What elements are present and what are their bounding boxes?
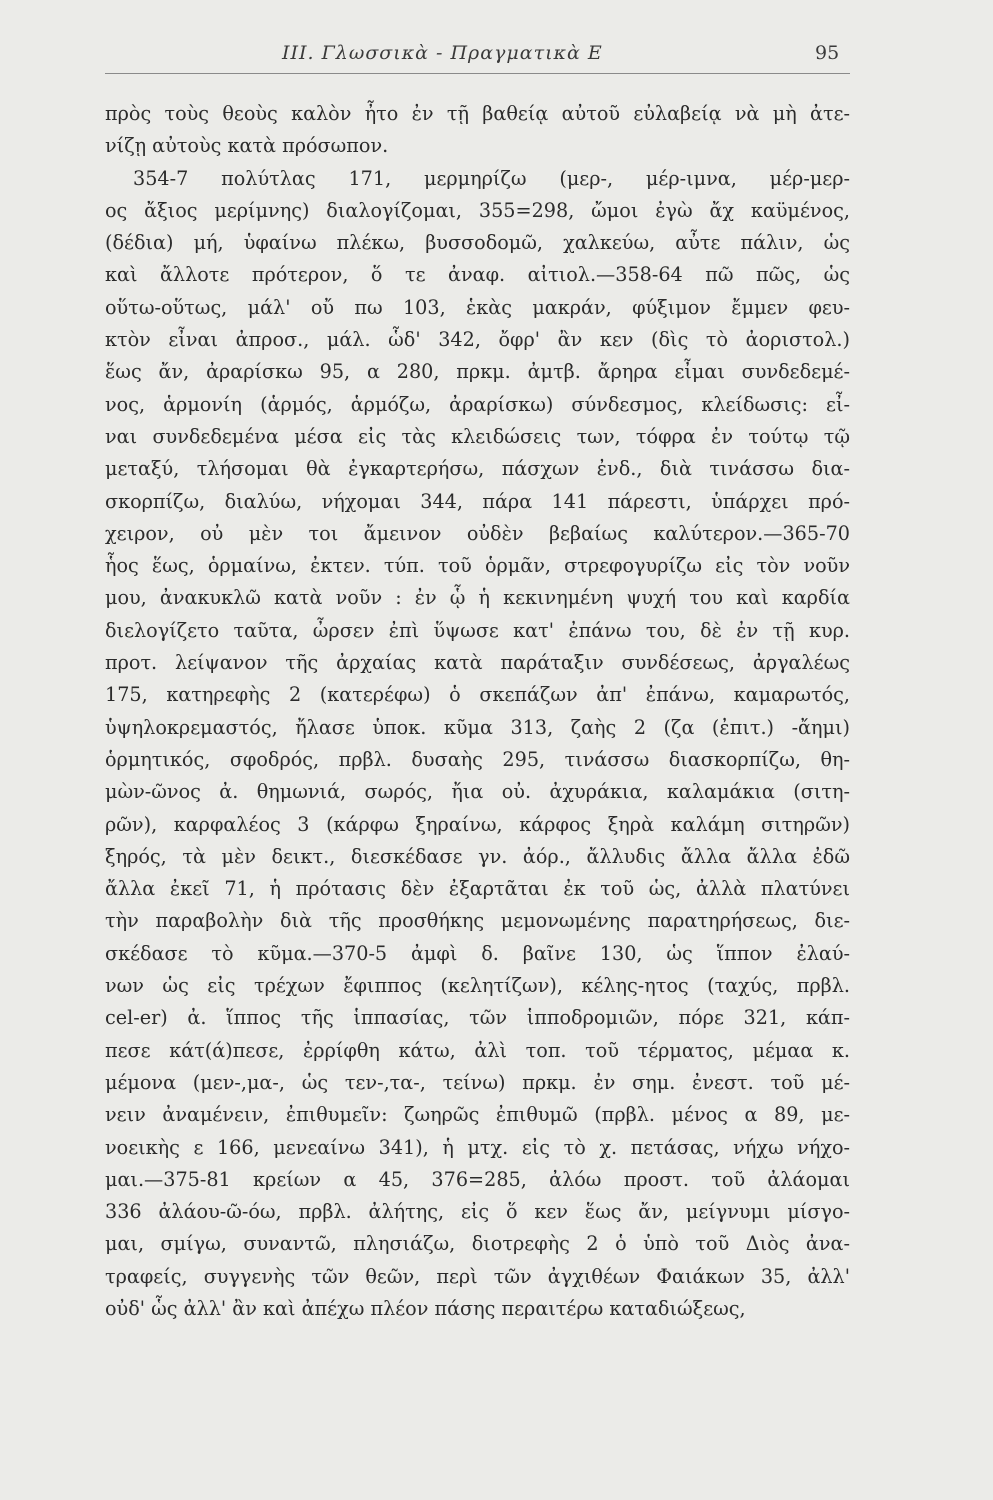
text-line: νειν ἀναμένειν, ἐπιθυμεῖν: ζωηρῶς ἐπιθυμῶ (πρβλ. μένος α 89, με- [105, 1103, 850, 1127]
header-rule [105, 73, 850, 74]
text-line: τραφείς, συγγενὴς τῶν θεῶν, περὶ τῶν ἀγχιθέων Φαιάκων 35, ἀλλ' [105, 1264, 850, 1288]
text-line: 175, κατηρεφὴς 2 (κατερέφω) ὁ σκεπάζων ἀπ' ἐπάνω, καμαρωτός, [105, 683, 850, 707]
text-line: καὶ ἄλλοτε πρότερον, ὅ τε ἀναφ. αἰτιολ.—358-64 πῶ πῶς, ὡς [105, 263, 850, 287]
text-line: οὕτω-οὕτως, μάλ' οὔ πω 103, ἑκὰς μακράν, φύξιμον ἔμμεν φευ- [105, 295, 850, 319]
text-line: πεσε κάτ(ά)πεσε, ἐρρίφθη κάτω, ἀλὶ τοπ. τοῦ τέρματος, μέμαα κ. [105, 1038, 850, 1062]
text-line: μαι, σμίγω, συναντῶ, πλησιάζω, διοτρεφὴς 2 ὁ ὑπὸ τοῦ Διὸς ἀνα- [105, 1232, 850, 1256]
text-line: διελογίζετο ταῦτα, ὦρσεν ἐπὶ ὕψωσε κατ' ἐπάνω του, δὲ ἐν τῇ κυρ. [105, 618, 850, 642]
text-line: κτὸν εἶναι ἀπροσ., μάλ. ὧδ' 342, ὄφρ' ἂν κεν (δὶς τὸ ἀοριστολ.) [105, 328, 850, 352]
text-line: μαι.—375-81 κρείων α 45, 376=285, ἀλόω προστ. τοῦ ἀλάομαι [105, 1167, 850, 1191]
running-head: III. Γλωσσικὰ - Πραγματικὰ Ε [282, 42, 603, 64]
text-line: προτ. λείψανον τῆς ἀρχαίας κατὰ παράταξιν συνδέσεως, ἀργαλέως [105, 651, 850, 675]
text-line: χειρον, οὐ μὲν τοι ἄμεινον οὐδὲν βεβαίως καλύτερον.—365-70 [105, 521, 850, 545]
text-line: ἧος ἕως, ὁρμαίνω, ἐκτεν. τύπ. τοῦ ὁρμᾶν, στρεφογυρίζω εἰς τὸν νοῦν [105, 554, 850, 578]
text-line: ὑψηλοκρεμαστός, ἤλασε ὑποκ. κῦμα 313, ζαὴς 2 (ζα (ἐπιτ.) -ἄημι) [105, 715, 850, 739]
text-line: 354-7 πολύτλας 171, μερμηρίζω (μερ-, μέρ-ιμνα, μέρ-μερ- [133, 166, 850, 190]
text-line: πρὸς τοὺς θεοὺς καλὸν ἦτο ἐν τῇ βαθείᾳ αὐτοῦ εὐλαβείᾳ νὰ μὴ ἀτε- [105, 102, 850, 125]
text-line: ἕως ἄν, ἀραρίσκω 95, α 280, πρκμ. ἀμτβ. ἄρηρα εἶμαι συνδεδεμέ- [105, 360, 850, 384]
text-line: σκέδασε τὸ κῦμα.—370-5 ἀμφὶ δ. βαῖνε 130, ὡς ἵππον ἐλαύ- [105, 941, 850, 965]
text-line: νίζῃ αὐτοὺς κατὰ πρόσωπον. [105, 134, 389, 158]
body-text [105, 98, 850, 1325]
text-line: ναι συνδεδεμένα μέσα εἰς τὰς κλειδώσεις των, τόφρα ἐν τούτῳ τῷ [105, 424, 850, 448]
page-number: 95 [815, 42, 840, 64]
text-line: ξηρός, τὰ μὲν δεικτ., διεσκέδασε γν. ἀόρ., ἄλλυδις ἄλλα ἄλλα ἐδῶ [105, 844, 850, 868]
text-line: cel-er) ἀ. ἵππος τῆς ἱππασίας, τῶν ἱπποδρομιῶν, πόρε 321, κάπ- [105, 1006, 850, 1030]
text-line: νοεικὴς ε 166, μενεαίνω 341), ἡ μτχ. εἰς τὸ χ. πετάσας, νήχω νήχο- [105, 1135, 850, 1159]
text-line: μου, ἀνακυκλῶ κατὰ νοῦν : ἐν ᾧ ἡ κεκινημένη ψυχή του καὶ καρδία [105, 586, 850, 610]
text-line: ὁρμητικός, σφοδρός, πρβλ. δυσαὴς 295, τινάσσω διασκορπίζω, θη- [105, 747, 850, 771]
text-line: μέμονα (μεν-,μα-, ὡς τεν-,τα-, τείνω) πρκμ. ἐν σημ. ἐνεστ. τοῦ μέ- [105, 1070, 850, 1094]
text-line: μὼν-ῶνος ἀ. θημωνιά, σωρός, ἤια οὐ. ἀχυράκια, καλαμάκια (σιτη- [105, 780, 850, 804]
text-line: νων ὡς εἰς τρέχων ἔφιππος (κελητίζων), κέλης-ητος (ταχύς, πρβλ. [105, 974, 850, 998]
text-line: σκορπίζω, διαλύω, νήχομαι 344, πάρα 141 πάρεστι, ὑπάρχει πρό- [105, 489, 850, 513]
text-line: μεταξύ, τλήσομαι θὰ ἐγκαρτερήσω, πάσχων ἐνδ., διὰ τινάσσω δια- [105, 457, 850, 481]
text-line: νος, ἁρμονίη (ἁρμός, ἁρμόζω, ἀραρίσκω) σύνδεσμος, κλείδωσις: εἶ- [105, 392, 850, 416]
page-header [0, 42, 993, 82]
text-line: ρῶν), καρφαλέος 3 (κάρφω ξηραίνω, κάρφος ξηρὰ καλάμη σιτηρῶν) [105, 812, 850, 836]
text-line: οὐδ' ὧς ἀλλ' ἂν καὶ ἀπέχω πλέον πάσης περαιτέρω καταδιώξεως, [105, 1296, 746, 1320]
text-line: (δέδια) μή, ὑφαίνω πλέκω, βυσσοδομῶ, χαλκεύω, αὖτε πάλιν, ὡς [105, 231, 850, 255]
text-line: ἄλλα ἐκεῖ 71, ἡ πρότασις δὲν ἐξαρτᾶται ἐκ τοῦ ὡς, ἀλλὰ πλατύνει [105, 877, 850, 901]
text-line: τὴν παραβολὴν διὰ τῆς προσθήκης μεμονωμένης παρατηρήσεως, διε- [105, 909, 850, 933]
text-line: ος ἄξιος μερίμνης) διαλογίζομαι, 355=298, ὤμοι ἐγὼ ἄχ καϋμένος, [105, 198, 850, 222]
text-line: 336 ἀλάου-ῶ-όω, πρβλ. ἀλήτης, εἰς ὅ κεν ἕως ἄν, μείγνυμι μίσγο- [105, 1200, 850, 1224]
